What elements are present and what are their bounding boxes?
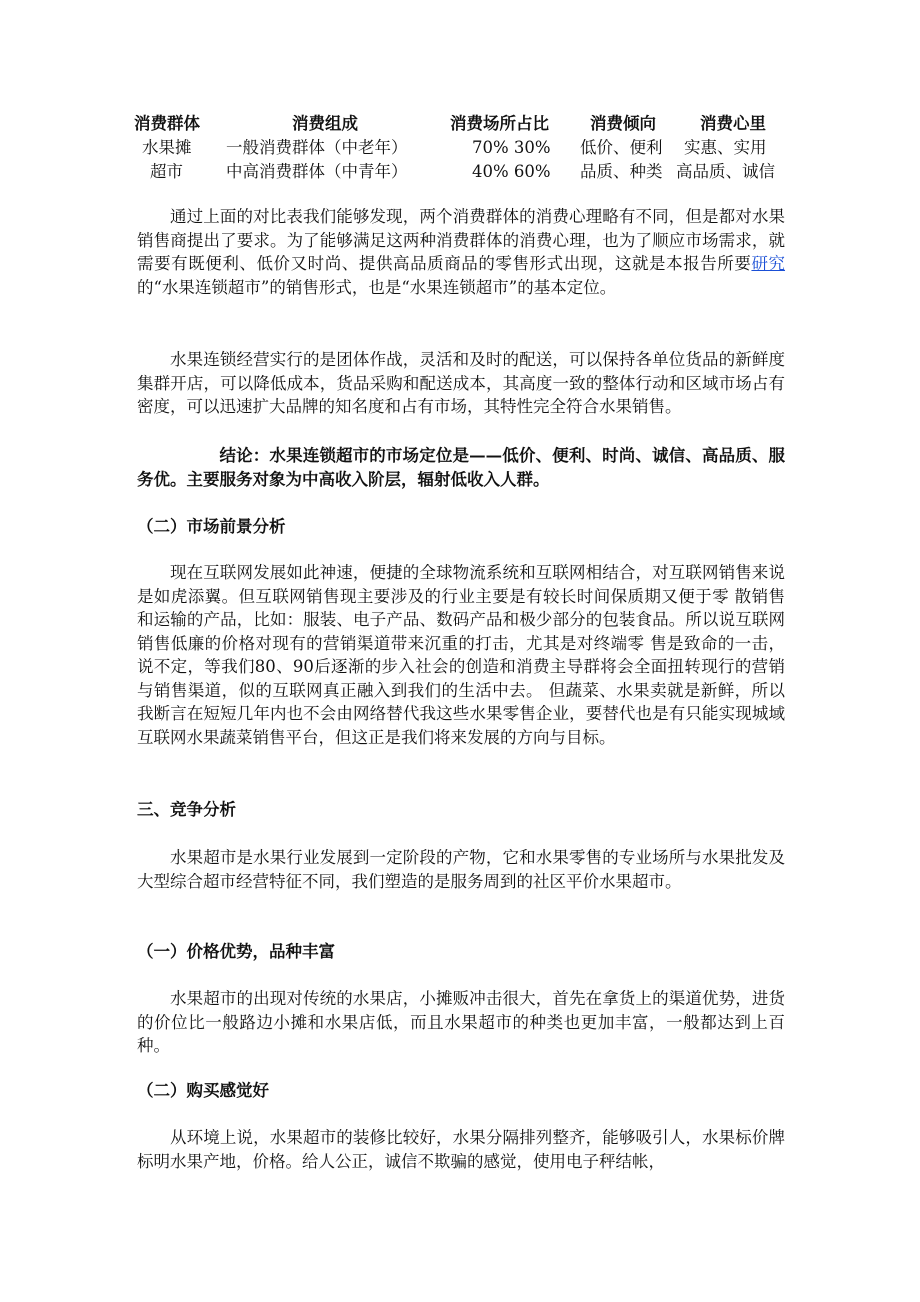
consumer-comparison-table bbox=[128, 112, 808, 184]
section-heading-shopping-experience: （二）购买感觉好 bbox=[137, 1081, 269, 1100]
table-header-cell: 消费倾向 bbox=[590, 114, 656, 133]
paragraph-positioning bbox=[137, 205, 785, 299]
table-header-cell: 消费组成 bbox=[292, 114, 358, 133]
table-row bbox=[128, 160, 808, 184]
table-header-row bbox=[128, 112, 808, 136]
table-cell: 超市 bbox=[150, 162, 183, 181]
table-header-cell: 消费场所占比 bbox=[450, 114, 549, 133]
table-cell: 高品质、诚信 bbox=[676, 162, 775, 181]
table-cell: 中高消费群体（中青年） bbox=[226, 162, 408, 181]
table-cell: 水果摊 bbox=[142, 138, 192, 157]
table-cell: 70% 30% bbox=[472, 138, 551, 157]
paragraph-shopping-experience: 从环境上说，水果超市的装修比较好，水果分隔排列整齐，能够吸引人，水果标价牌标明水果产地，价格。给人公正，诚信不欺骗的感觉，使用电子秤结帐， bbox=[137, 1128, 785, 1171]
table-cell: 实惠、实用 bbox=[684, 138, 767, 157]
table-header-cell: 消费心里 bbox=[700, 114, 766, 133]
research-link[interactable]: 研究 bbox=[751, 254, 786, 273]
conclusion-paragraph: 结论：水果连锁超市的市场定位是——低价、便利、时尚、诚信、高品质、服务优。主要服务对象为中高收入阶层，辐射低收入人群。 bbox=[137, 446, 785, 489]
paragraph-market-outlook: 现在互联网发展如此神速，便捷的全球物流系统和互联网相结合，对互联网销售来说是如虎添翼。但互联网销售现主要涉及的行业主要是有较长时间保质期又便于零 散销售和运输的产品，比如：服装、电子产品、数码产品和极少部分的包装食品。所以说互联网销售低廉的价格对现有的营销渠道带来沉重的打击，尤其是对终端零 售是致命的一击，说不定，等我们80、90后逐渐的步入社会的创造和消费主导群将会全面扭转现行的营销与销售渠道，似的互联网真正融入到我们的生活中去。 但蔬菜、水果卖就是新鲜，所以我断言在短短几年内也不会由网络替代我这些水果零售企业，要替代也是有只能实现城域互联网水果蔬菜销售平台，但这正是我们将来发展的方向与目标。 bbox=[137, 563, 785, 747]
section-heading-competition: 三、竞争分析 bbox=[137, 800, 236, 819]
table-cell: 一般消费群体（中老年） bbox=[226, 138, 408, 157]
table-cell: 低价、便利 bbox=[580, 138, 663, 157]
section-heading-price-advantage: （一）价格优势，品种丰富 bbox=[137, 942, 335, 961]
table-cell: 40% 60% bbox=[472, 162, 551, 181]
table-header-cell: 消费群体 bbox=[134, 114, 200, 133]
paragraph-chain-operation: 水果连锁经营实行的是团体作战，灵活和及时的配送，可以保持各单位货品的新鲜度集群开店，可以降低成本，货品采购和配送成本，其高度一致的整体行动和区域市场占有密度，可以迅速扩大品牌的知名度和占有市场，其特性完全符合水果销售。 bbox=[137, 350, 785, 416]
table-cell: 品质、种类 bbox=[580, 162, 663, 181]
paragraph-competition: 水果超市是水果行业发展到一定阶段的产物，它和水果零售的专业场所与水果批发及大型综合超市经营特征不同，我们塑造的是服务周到的社区平价水果超市。 bbox=[137, 848, 785, 891]
paragraph-price-advantage: 水果超市的出现对传统的水果店，小摊贩冲击很大，首先在拿货上的渠道优势，进货的价位比一般路边小摊和水果店低，而且水果超市的种类也更加丰富，一般都达到上百种。 bbox=[137, 989, 785, 1055]
paragraph-text: 的“水果连锁超市”的销售形式，也是“水果连锁超市”的基本定位。 bbox=[137, 277, 617, 297]
section-heading-market-outlook: （二）市场前景分析 bbox=[137, 517, 286, 536]
table-row bbox=[128, 136, 808, 160]
paragraph-text: 通过上面的对比表我们能够发现，两个消费群体的消费心理略有不同，但是都对水果销售商提出了要求。为了能够满足这两种消费群体的消费心理，也为了顺应市场需求，就需要有既便利、低价又时尚、提供高品质商品的零售形式出现，这就是本报告所要 bbox=[137, 207, 785, 273]
